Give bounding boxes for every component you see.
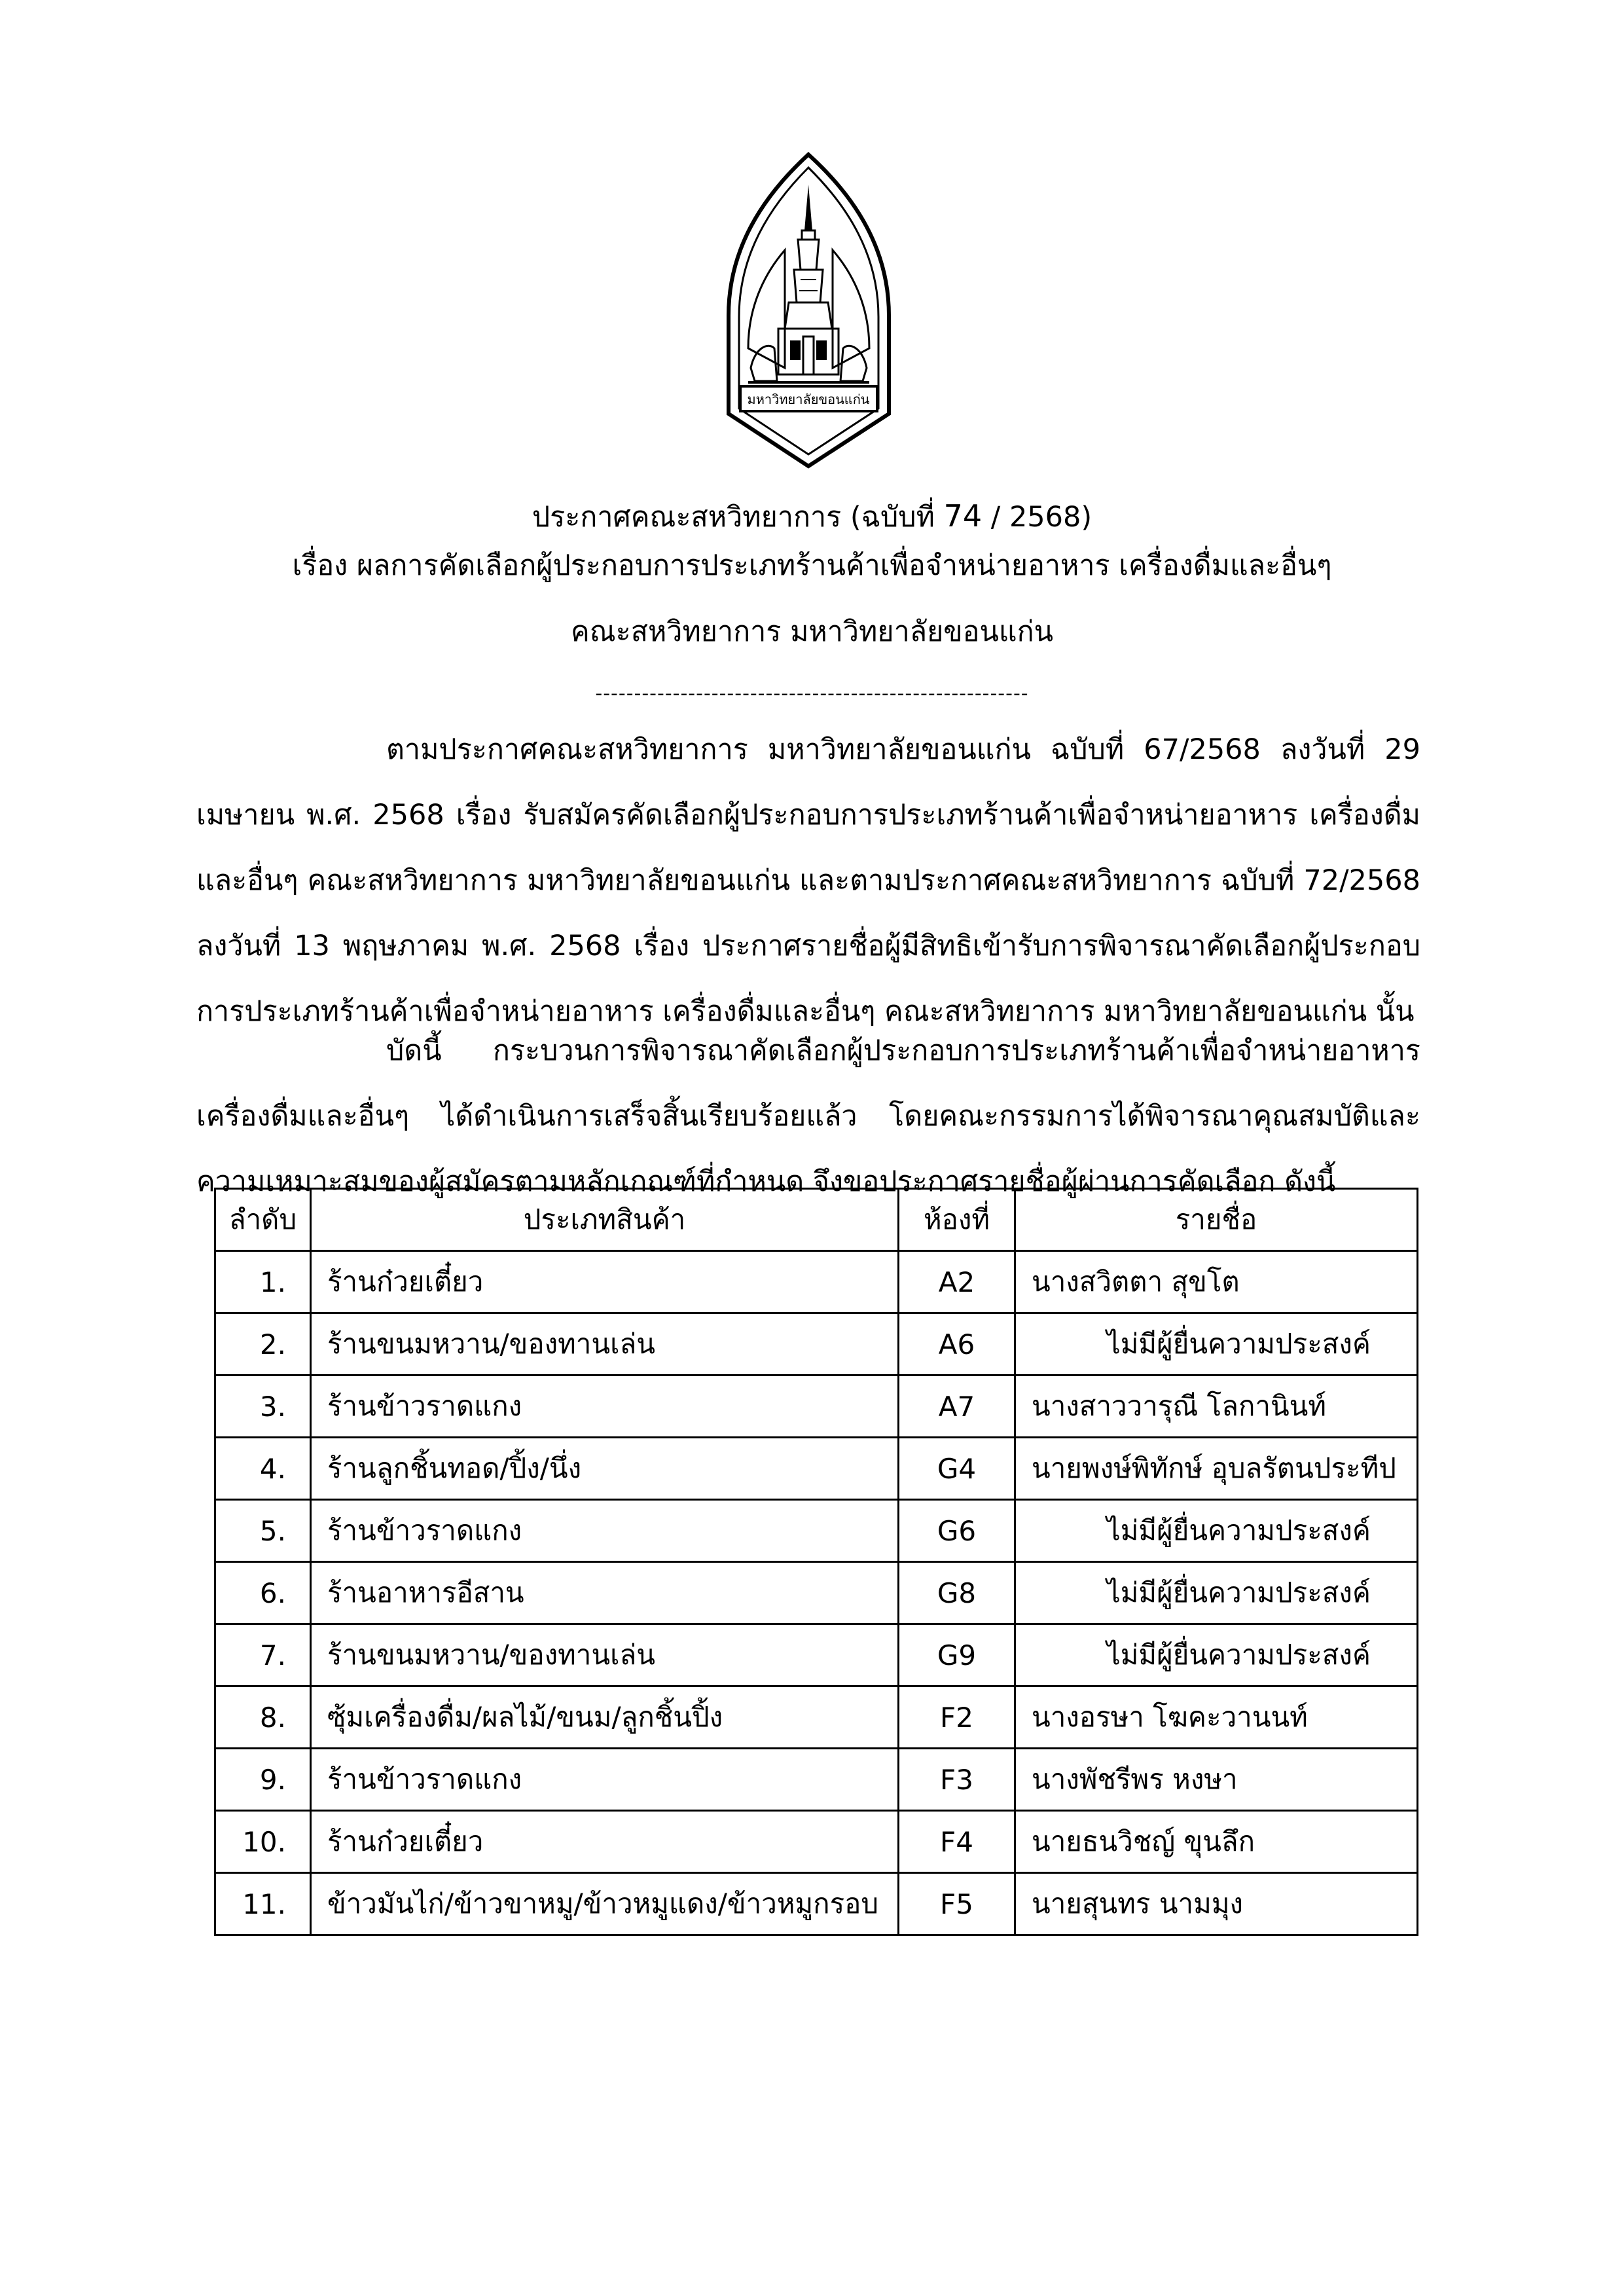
table-row <box>215 1313 1418 1376</box>
row-product-type: ข้าวมันไก่/ข้าวขาหมู/ข้าวหมูแดง/ข้าวหมูกรอบ <box>311 1873 899 1935</box>
row-number: 8. <box>215 1686 311 1749</box>
table-header-row <box>215 1189 1418 1251</box>
emblem-caption: มหาวิทยาลัยขอนแก่น <box>747 392 870 407</box>
row-applicant-name: ไม่มีผู้ยื่นความประสงค์ <box>1015 1624 1418 1686</box>
title-prefix: ประกาศคณะสหวิทยาการ (ฉบับที่ <box>532 501 944 534</box>
row-product-type: ร้านข้าวราดแกง <box>311 1500 899 1562</box>
row-applicant-name: นายสุนทร นามมุง <box>1015 1873 1418 1935</box>
announcement-subject: เรื่อง ผลการคัดเลือกผู้ประกอบการประเภทร้านค้าเพื่อจำหน่ายอาหาร เครื่องดื่มและอื่นๆ <box>292 549 1332 582</box>
row-product-type: ร้านอาหารอีสาน <box>311 1562 899 1624</box>
row-number: 6. <box>215 1562 311 1624</box>
row-room: G4 <box>899 1438 1015 1500</box>
row-product-type: ร้านก๋วยเตี๋ยว <box>311 1811 899 1873</box>
row-number: 2. <box>215 1313 311 1376</box>
results-table <box>214 1188 1418 1936</box>
row-room: G9 <box>899 1624 1015 1686</box>
announcement-organization: คณะสหวิทยาการ มหาวิทยาลัยขอนแก่น <box>570 615 1054 648</box>
row-number: 1. <box>215 1251 311 1313</box>
header-room: ห้องที่ <box>899 1189 1015 1251</box>
announcement-title <box>0 498 1624 534</box>
row-product-type: ซุ้มเครื่องดื่ม/ผลไม้/ขนม/ลูกชิ้นปิ้ง <box>311 1686 899 1749</box>
table-row <box>215 1873 1418 1935</box>
row-product-type: ร้านข้าวราดแกง <box>311 1376 899 1438</box>
row-room: G8 <box>899 1562 1015 1624</box>
row-applicant-name: นางสวิตตา สุขโต <box>1015 1251 1418 1313</box>
paragraph-reference <box>196 717 1420 1044</box>
row-room: F3 <box>899 1749 1015 1811</box>
row-applicant-name: นางพัชรีพร หงษา <box>1015 1749 1418 1811</box>
row-applicant-name: ไม่มีผู้ยื่นความประสงค์ <box>1015 1500 1418 1562</box>
row-room: G6 <box>899 1500 1015 1562</box>
row-product-type: ร้านก๋วยเตี๋ยว <box>311 1251 899 1313</box>
row-applicant-name: นายธนวิชญ์ ขุนลึก <box>1015 1811 1418 1873</box>
row-number: 5. <box>215 1500 311 1562</box>
table-row <box>215 1376 1418 1438</box>
row-room: F2 <box>899 1686 1015 1749</box>
row-product-type: ร้านลูกชิ้นทอด/ปิ้ง/นึ่ง <box>311 1438 899 1500</box>
paragraph-2-text: บัดนี้ กระบวนการพิจารณาคัดเลือกผู้ประกอบการประเภทร้านค้าเพื่อจำหน่ายอาหาร เครื่องดื่มและอื่นๆ ได้ดำเนินการเสร็จสิ้นเรียบร้อยแล้ว โดยคณะกรรมการได้พิจารณาคุณสมบัติและความเหมาะสมของผู้สมัครตามหลักเกณฑ์ที่กำหนด จึงขอประกาศรายชื่อผู้ผ่านการคัดเลือก ดังนี้ <box>196 1034 1420 1198</box>
row-number: 10. <box>215 1811 311 1873</box>
row-room: A7 <box>899 1376 1015 1438</box>
divider: -------------------------------------------------------- <box>595 684 1029 704</box>
row-applicant-name: นายพงษ์พิทักษ์ อุบลรัตนประทีป <box>1015 1438 1418 1500</box>
table-body <box>215 1251 1418 1935</box>
header-name: รายชื่อ <box>1015 1189 1418 1251</box>
table-row <box>215 1686 1418 1749</box>
university-emblem-icon <box>722 152 895 469</box>
row-room: A6 <box>899 1313 1015 1376</box>
table-row <box>215 1811 1418 1873</box>
row-applicant-name: นางอรษา โฆคะวานนท์ <box>1015 1686 1418 1749</box>
paragraph-result <box>196 1018 1420 1214</box>
row-product-type: ร้านข้าวราดแกง <box>311 1749 899 1811</box>
row-number: 11. <box>215 1873 311 1935</box>
table-row <box>215 1500 1418 1562</box>
row-product-type: ร้านขนมหวาน/ของทานเล่น <box>311 1313 899 1376</box>
row-product-type: ร้านขนมหวาน/ของทานเล่น <box>311 1624 899 1686</box>
header-product-type: ประเภทสินค้า <box>311 1189 899 1251</box>
table-row <box>215 1438 1418 1500</box>
row-applicant-name: ไม่มีผู้ยื่นความประสงค์ <box>1015 1562 1418 1624</box>
table-row <box>215 1251 1418 1313</box>
row-room: F4 <box>899 1811 1015 1873</box>
table-row <box>215 1562 1418 1624</box>
paragraph-1-text: ตามประกาศคณะสหวิทยาการ มหาวิทยาลัยขอนแก่น ฉบับที่ 67/2568 ลงวันที่ 29 เมษายน พ.ศ. 2568 เรื่อง รับสมัครคัดเลือกผู้ประกอบการประเภทร้านค้าเพื่อจำหน่ายอาหาร เครื่องดื่มและอื่นๆ คณะสหวิทยาการ มหาวิทยาลัยขอนแก่น และตามประกาศคณะสหวิทยาการ ฉบับที่ 72/2568 ลงวันที่ 13 พฤษภาคม พ.ศ. 2568 เรื่อง ประกาศรายชื่อผู้มีสิทธิเข้ารับการพิจารณาคัดเลือกผู้ประกอบการประเภทร้านค้าเพื่อจำหน่ายอาหาร เครื่องดื่มและอื่นๆ คณะสหวิทยาการ มหาวิทยาลัยขอนแก่น นั้น <box>196 733 1420 1028</box>
row-number: 4. <box>215 1438 311 1500</box>
row-number: 7. <box>215 1624 311 1686</box>
header-order: ลำดับ <box>215 1189 311 1251</box>
row-applicant-name: นางสาววารุณี โลกานินท์ <box>1015 1376 1418 1438</box>
announcement-number: 74 <box>943 498 983 534</box>
table-row <box>215 1624 1418 1686</box>
row-number: 3. <box>215 1376 311 1438</box>
row-applicant-name: ไม่มีผู้ยื่นความประสงค์ <box>1015 1313 1418 1376</box>
table-row <box>215 1749 1418 1811</box>
title-suffix: / 2568) <box>982 501 1092 534</box>
row-number: 9. <box>215 1749 311 1811</box>
results-table-container <box>214 1188 1416 1936</box>
row-room: A2 <box>899 1251 1015 1313</box>
row-room: F5 <box>899 1873 1015 1935</box>
